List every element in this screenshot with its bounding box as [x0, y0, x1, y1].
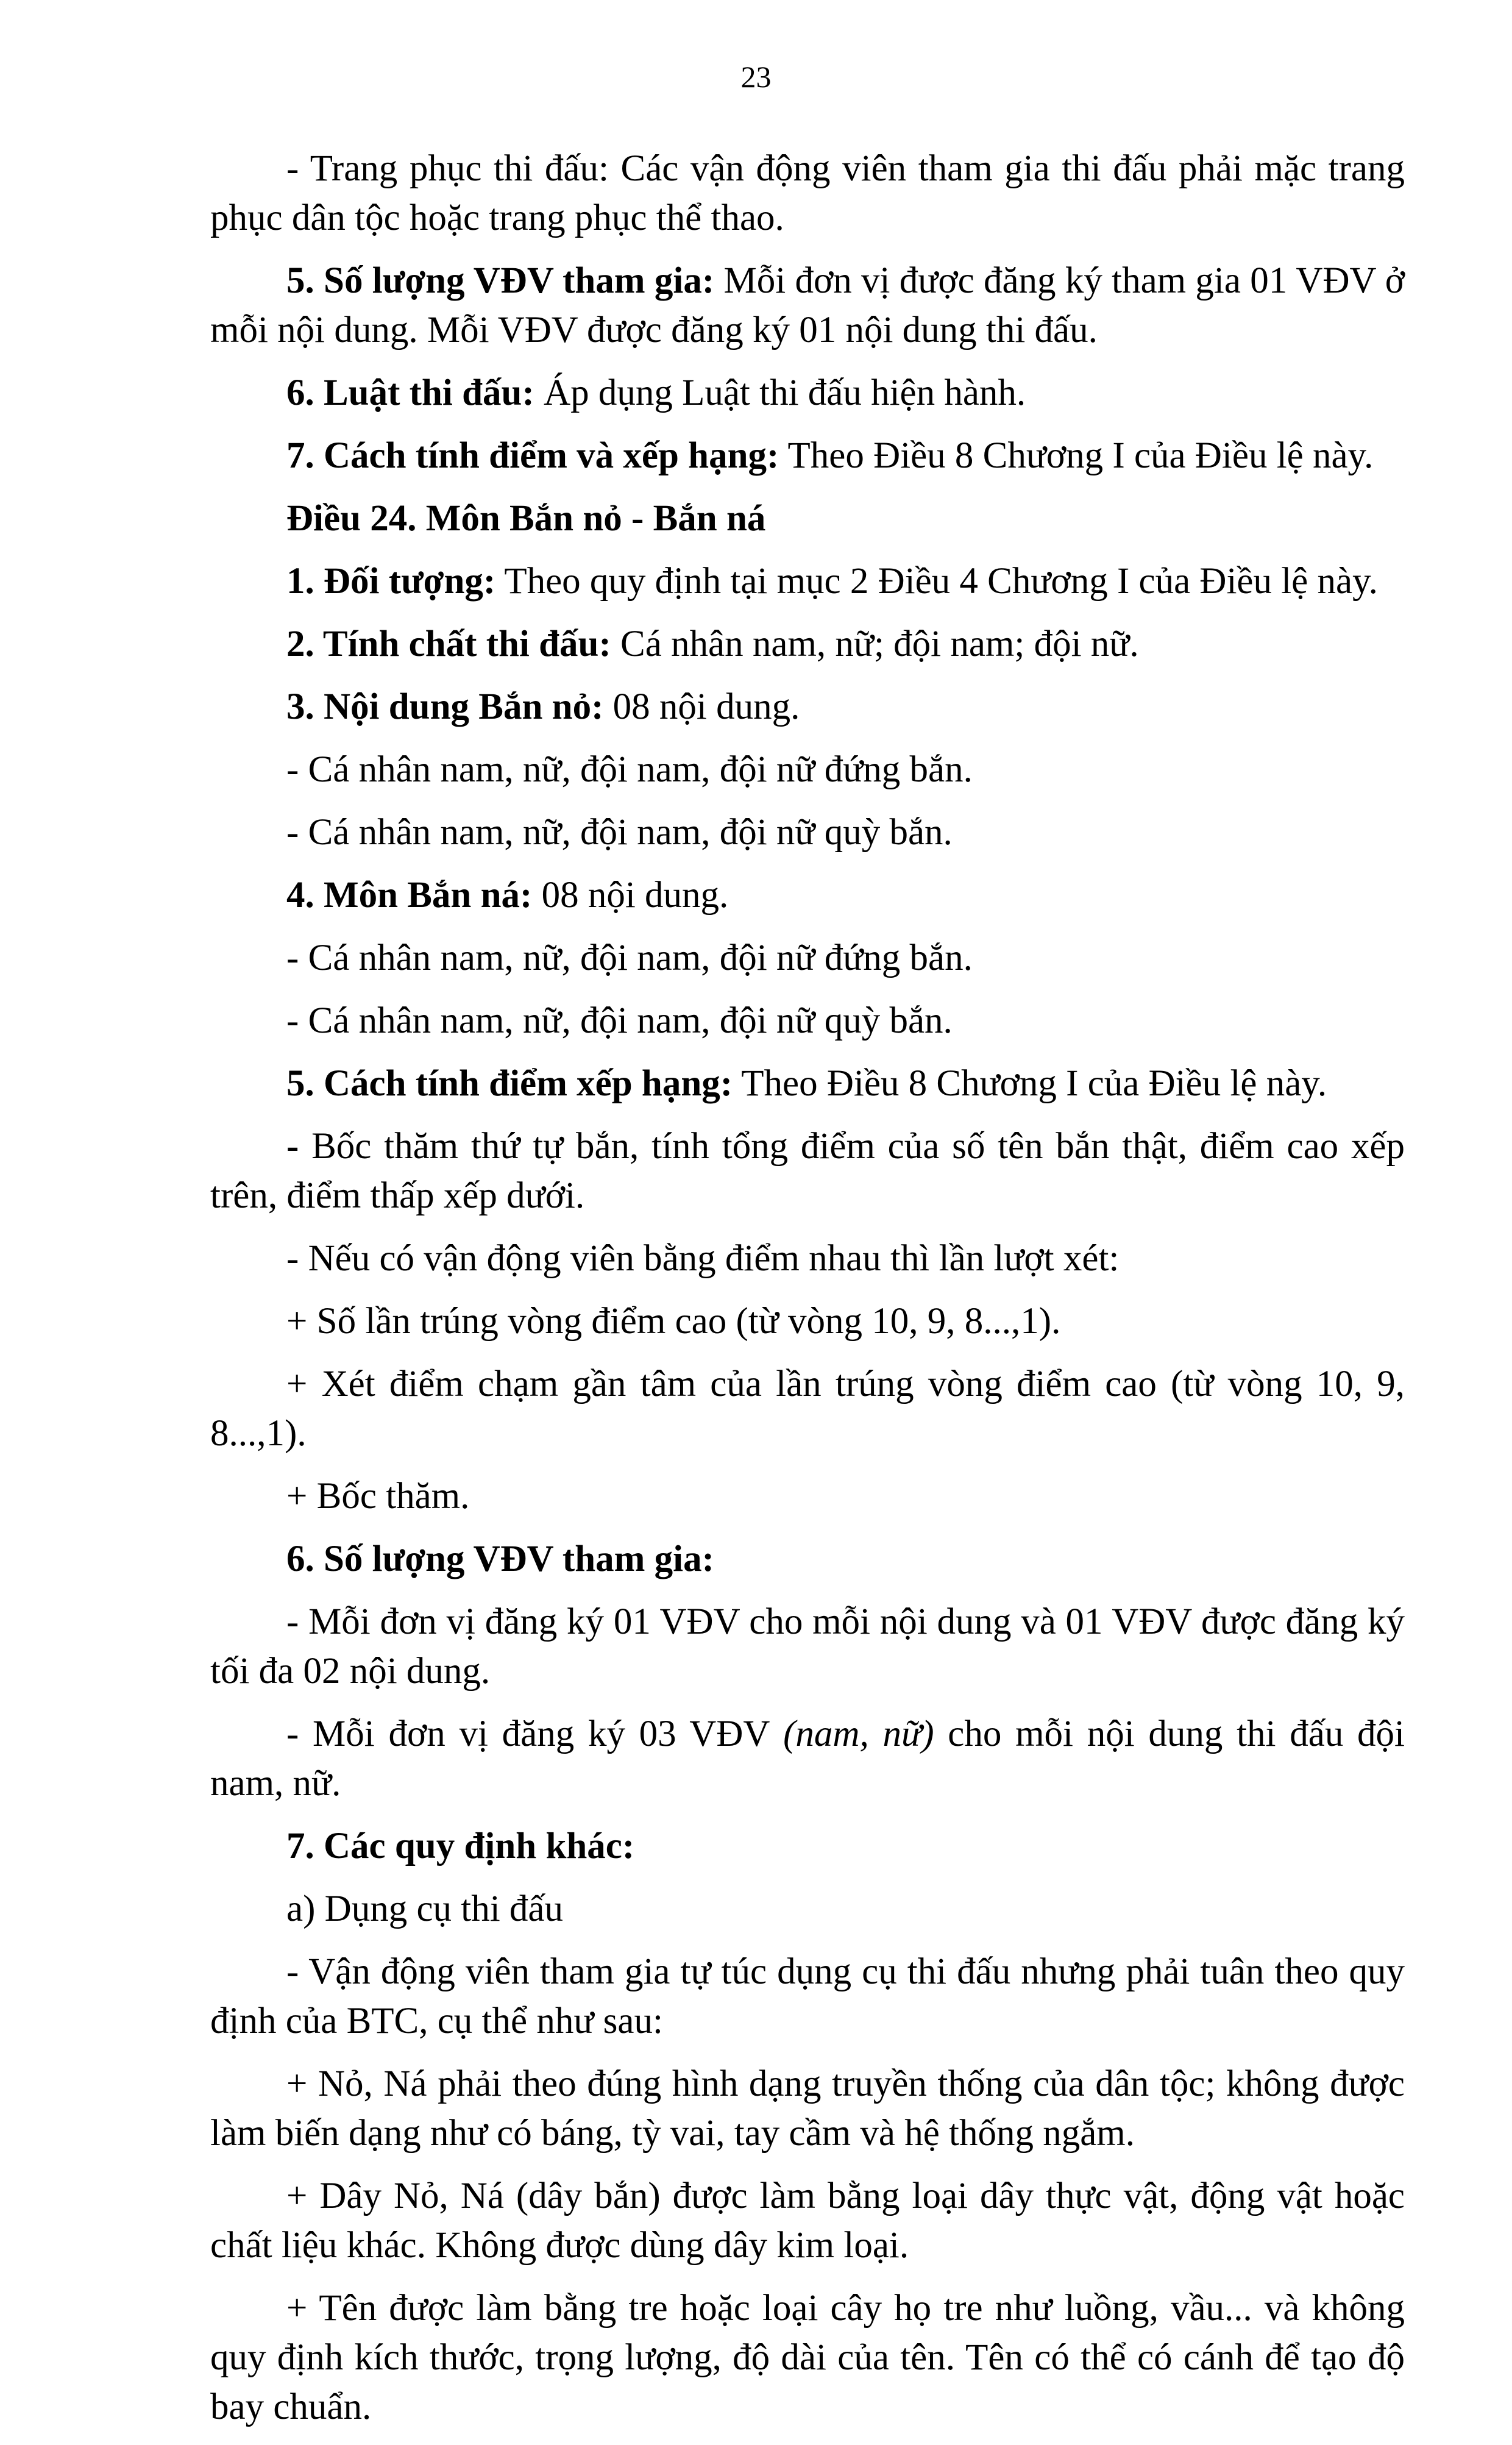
paragraph [210, 745, 1405, 794]
paragraph [210, 2171, 1405, 2270]
paragraph-heading: 4. Môn Bắn ná: [286, 875, 533, 916]
paragraph-text: - Cá nhân nam, nữ, đội nam, đội nữ quỳ bắn. [286, 1000, 953, 1041]
paragraph-text: - Cá nhân nam, nữ, đội nam, đội nữ đứng bắn. [286, 749, 973, 790]
paragraph [210, 1821, 1405, 1871]
paragraph [210, 1534, 1405, 1584]
paragraph [210, 1472, 1405, 1521]
paragraph-text: - Vận động viên tham gia tự túc dụng cụ thi đấu nhưng phải tuân theo quy định của BTC, cụ thể như sau: [210, 1951, 1405, 2041]
paragraph-text: - Nếu có vận động viên bằng điểm nhau thì lần lượt xét: [286, 1238, 1120, 1279]
paragraph [210, 1122, 1405, 1220]
document-body [210, 144, 1405, 2445]
paragraph-text: - Mỗi đơn vị đăng ký 03 VĐV [286, 1714, 784, 1754]
page-number: 23 [740, 60, 772, 94]
paragraph-heading: 6. Số lượng VĐV tham gia: [286, 1539, 714, 1579]
paragraph-heading: 5. Cách tính điểm xếp hạng: [286, 1063, 733, 1104]
paragraph [210, 1709, 1405, 1808]
paragraph-heading: 7. Cách tính điểm và xếp hạng: [286, 435, 779, 476]
paragraph [210, 1597, 1405, 1696]
paragraph-text: - Cá nhân nam, nữ, đội nam, đội nữ quỳ bắn. [286, 812, 953, 853]
paragraph-text: - Cá nhân nam, nữ, đội nam, đội nữ đứng bắn. [286, 938, 973, 978]
paragraph-text: - Trang phục thi đấu: Các vận động viên tham gia thi đấu phải mặc trang phục dân tộc hoặc trang phục thể thao. [210, 148, 1405, 238]
paragraph-heading: 6. Luật thi đấu: [286, 372, 534, 413]
paragraph-heading: 1. Đối tượng: [286, 561, 496, 602]
paragraph-text: Bốc thăm thứ tự bắn, tính tổng điểm của số tên bắn thật, điểm cao xếp trên, điểm thấp xếp dưới. [210, 1126, 1405, 1216]
paragraph-text: 08 nội dung. [532, 875, 729, 916]
paragraph-text: + Nỏ, Ná phải theo đúng hình dạng truyền thống của dân tộc; không được làm biến dạng như có báng, tỳ vai, tay cầm và hệ thống ngắm. [210, 2063, 1405, 2154]
paragraph-heading: 5. Số lượng VĐV tham gia: [286, 260, 715, 301]
paragraph-text: + Dây Nỏ, Ná (dây bắn) được làm bằng loại dây thực vật, động vật hoặc chất liệu khác. Không được dùng dây kim loại. [210, 2176, 1405, 2266]
paragraph-text: cho mỗi nội dung thi đấu đội nam, nữ. [210, 1714, 1405, 1804]
paragraph-text: Theo quy định tại mục 2 Điều 4 Chương I của Điều lệ này. [495, 561, 1378, 602]
paragraph-heading: - [286, 1126, 299, 1167]
paragraph-text: - Mỗi đơn vị đăng ký 01 VĐV cho mỗi nội dung và 01 VĐV được đăng ký tối đa 02 nội dung. [210, 1601, 1405, 1692]
paragraph-heading: 3. Nội dung Bắn nỏ: [286, 686, 604, 727]
paragraph-text: Áp dụng Luật thi đấu hiện hành. [534, 372, 1026, 413]
paragraph-text: Theo Điều 8 Chương I của Điều lệ này. [779, 435, 1374, 476]
paragraph-text: + Xét điểm chạm gần tâm của lần trúng vòng điểm cao (từ vòng 10, 9, 8...,1). [210, 1364, 1405, 1454]
paragraph [210, 1059, 1405, 1108]
paragraph [210, 557, 1405, 606]
paragraph-heading: 2. Tính chất thi đấu: [286, 624, 611, 664]
paragraph [210, 2059, 1405, 2158]
paragraph [210, 431, 1405, 480]
paragraph [210, 1297, 1405, 1346]
paragraph-heading: Điều 24. Môn Bắn nỏ - Bắn ná [286, 498, 766, 539]
paragraph [210, 682, 1405, 731]
paragraph [210, 494, 1405, 543]
paragraph [210, 1234, 1405, 1283]
paragraph [210, 870, 1405, 920]
paragraph [210, 619, 1405, 669]
paragraph [210, 368, 1405, 418]
paragraph-text: + Số lần trúng vòng điểm cao (từ vòng 10, 9, 8...,1). [286, 1301, 1061, 1342]
paragraph [210, 256, 1405, 355]
paragraph [210, 144, 1405, 243]
paragraph [210, 2283, 1405, 2432]
paragraph-text: Theo Điều 8 Chương I của Điều lệ này. [733, 1063, 1327, 1104]
paragraph [210, 1947, 1405, 2046]
paragraph [210, 933, 1405, 983]
paragraph-text: Cá nhân nam, nữ; đội nam; đội nữ. [611, 624, 1139, 664]
paragraph-text: + Bốc thăm. [286, 1476, 470, 1517]
paragraph-italic: (nam, nữ) [783, 1714, 934, 1754]
paragraph-text: 08 nội dung. [603, 686, 800, 727]
paragraph-text: a) Dụng cụ thi đấu [286, 1888, 563, 1929]
paragraph [210, 808, 1405, 857]
paragraph [210, 1884, 1405, 1934]
paragraph-text: + Tên được làm bằng tre hoặc loại cây họ tre như luồng, vầu... và không quy định kích thước, trọng lượng, độ dài của tên. Tên có thể có cánh để tạo độ bay chuẩn. [210, 2288, 1405, 2427]
paragraph [210, 996, 1405, 1045]
paragraph [210, 1359, 1405, 1458]
paragraph-text: Mỗi đơn vị được đăng ký tham gia 01 VĐV ở mỗi nội dung. Mỗi VĐV được đăng ký 01 nội dung thi đấu. [210, 260, 1405, 351]
paragraph-heading: 7. Các quy định khác: [286, 1826, 635, 1867]
